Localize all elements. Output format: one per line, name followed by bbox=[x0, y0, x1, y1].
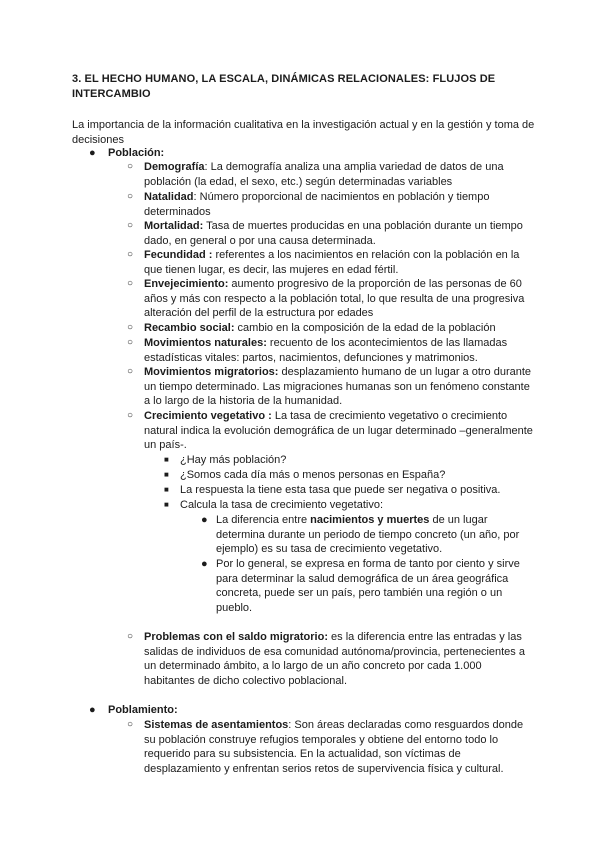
bullet-icon: ○ bbox=[127, 191, 134, 202]
text-mortalidad: Tasa de muertes producidas en una población durante un tiempo dado, en general o por una causa determinada. bbox=[144, 220, 523, 247]
list-item-poblacion bbox=[89, 146, 165, 161]
square-bullet-icon: ■ bbox=[164, 500, 169, 509]
bullet-icon: ● bbox=[201, 514, 208, 526]
bullet-icon: ● bbox=[89, 704, 96, 716]
section-title: 3. EL HECHO HUMANO, LA ESCALA, DINÁMICAS RELACIONALES: FLUJOS DE INTERCAMBIO bbox=[72, 73, 496, 100]
bullet-icon: ○ bbox=[127, 631, 134, 642]
term-sistemas: Sistemas de asentamientos bbox=[144, 719, 289, 731]
term-crecimiento: Crecimiento vegetativo : bbox=[144, 410, 272, 422]
heading-poblamiento: Poblamiento: bbox=[108, 704, 178, 716]
text-sistemas: : Son áreas declaradas como resguardos donde su población construye refugios temporales y obtiene del entorno todo lo requerido para su subsistencia. En la actualidad, son víctimas de desplazamiento y enfrentan serios retos de supervivencia física y cultural. bbox=[144, 719, 524, 775]
list-item-crecimiento-vegetativo bbox=[127, 409, 534, 453]
bullet-icon: ● bbox=[89, 147, 96, 159]
bullet-icon: ○ bbox=[127, 719, 134, 730]
list-item-recambio-social bbox=[127, 321, 534, 336]
bullet-icon: ● bbox=[201, 558, 208, 570]
term-demografia: Demografía bbox=[144, 161, 205, 173]
sub-item-text: Calcula la tasa de crecimiento vegetativo: bbox=[180, 499, 383, 511]
list-item-natalidad bbox=[127, 190, 534, 219]
bullet-icon: ○ bbox=[127, 337, 134, 348]
sub-item-text: ¿Hay más población? bbox=[180, 454, 287, 466]
heading-poblacion: Población: bbox=[108, 147, 165, 159]
sub-item-1 bbox=[164, 453, 530, 468]
list-item-poblamiento bbox=[89, 703, 178, 718]
calc-text-bold: nacimientos y muertes bbox=[310, 514, 430, 526]
square-bullet-icon: ■ bbox=[164, 485, 169, 494]
text-natalidad: : Número proporcional de nacimientos en población y tiempo determinados bbox=[144, 191, 490, 218]
list-item-mortalidad bbox=[127, 219, 534, 248]
calc-item-2 bbox=[201, 557, 526, 615]
sub-item-2 bbox=[164, 468, 530, 483]
sub-item-4 bbox=[164, 498, 530, 513]
sub-item-3 bbox=[164, 483, 530, 498]
list-item-demografia bbox=[127, 160, 534, 189]
bullet-icon: ○ bbox=[127, 410, 134, 421]
calc-text: Por lo general, se expresa en forma de tanto por ciento y sirve para determinar la salud demográfica de un área geográfica concreta, puede ser un país, pero también una región o un pueblo. bbox=[216, 558, 520, 614]
bullet-icon: ○ bbox=[127, 220, 134, 231]
text-mov-naturales: recuento de los acontecimientos de las llamadas estadísticas vitales: partos, nacimientos, defunciones y matrimonios. bbox=[144, 337, 508, 364]
calc-text-before: La diferencia entre bbox=[216, 514, 311, 526]
bullet-icon: ○ bbox=[127, 161, 134, 172]
list-item-fecundidad bbox=[127, 248, 534, 277]
bullet-icon: ○ bbox=[127, 366, 134, 377]
term-mortalidad: Mortalidad: bbox=[144, 220, 204, 232]
text-saldo: es la diferencia entre las entradas y las salidas de individuos de esa comunidad autónoma/provincia, pertenecientes a un determinado ámbito, a lo largo de un año concreto por cada 1.000 habitantes de dicho colectivo poblacional. bbox=[144, 631, 525, 687]
text-mov-migratorios: desplazamiento humano de un lugar a otro durante un tiempo determinado. Las migraciones humanas son un fenómeno constante a lo largo de la historia de la humanidad. bbox=[144, 366, 532, 408]
text-fecundidad: referentes a los nacimientos en relación con la población en la que tienen lugar, es decir, las mujeres en edad fértil. bbox=[144, 249, 520, 276]
list-item-saldo-migratorio bbox=[127, 630, 534, 688]
term-mov-migratorios: Movimientos migratorios: bbox=[144, 366, 279, 378]
list-item-envejecimiento bbox=[127, 277, 534, 321]
text-demografia: : La demografía analiza una amplia variedad de datos de una población (la edad, el sexo, etc.) según determinadas variables bbox=[144, 161, 504, 188]
term-recambio: Recambio social: bbox=[144, 322, 235, 334]
list-item-movimientos-naturales bbox=[127, 336, 534, 365]
text-crecimiento: La tasa de crecimiento vegetativo o crecimiento natural indica la evolución demográfica de un lugar determinado –generalmente un país-. bbox=[144, 410, 533, 452]
term-natalidad: Natalidad bbox=[144, 191, 194, 203]
text-recambio: cambio en la composición de la edad de la población bbox=[234, 322, 496, 334]
calc-item-1 bbox=[201, 513, 526, 557]
term-mov-naturales: Movimientos naturales: bbox=[144, 337, 267, 349]
calc-text-after: de un lugar determina durante un periodo de tiempo concreto (un año, por ejemplo) es su tasa de crecimiento vegetativo. bbox=[216, 514, 520, 556]
list-item-sistemas-asentamientos bbox=[127, 718, 534, 776]
intro-paragraph: La importancia de la información cualitativa en la investigación actual y en la gestión y toma de decisiones bbox=[72, 119, 535, 146]
text-envejecimiento: aumento progresivo de la proporción de las personas de 60 años y más con respecto a la población total, lo que resulta de una progresiva alteración del perfil de la estructura por edades bbox=[144, 278, 525, 320]
list-item-movimientos-migratorios bbox=[127, 365, 534, 409]
bullet-icon: ○ bbox=[127, 322, 134, 333]
bullet-icon: ○ bbox=[127, 278, 134, 289]
square-bullet-icon: ■ bbox=[164, 455, 169, 464]
sub-item-text: ¿Somos cada día más o menos personas en España? bbox=[180, 469, 446, 481]
term-envejecimiento: Envejecimiento: bbox=[144, 278, 229, 290]
bullet-icon: ○ bbox=[127, 249, 134, 260]
term-fecundidad: Fecundidad : bbox=[144, 249, 213, 261]
square-bullet-icon: ■ bbox=[164, 470, 169, 479]
term-saldo: Problemas con el saldo migratorio: bbox=[144, 631, 328, 643]
sub-item-text: La respuesta la tiene esta tasa que puede ser negativa o positiva. bbox=[180, 484, 501, 496]
